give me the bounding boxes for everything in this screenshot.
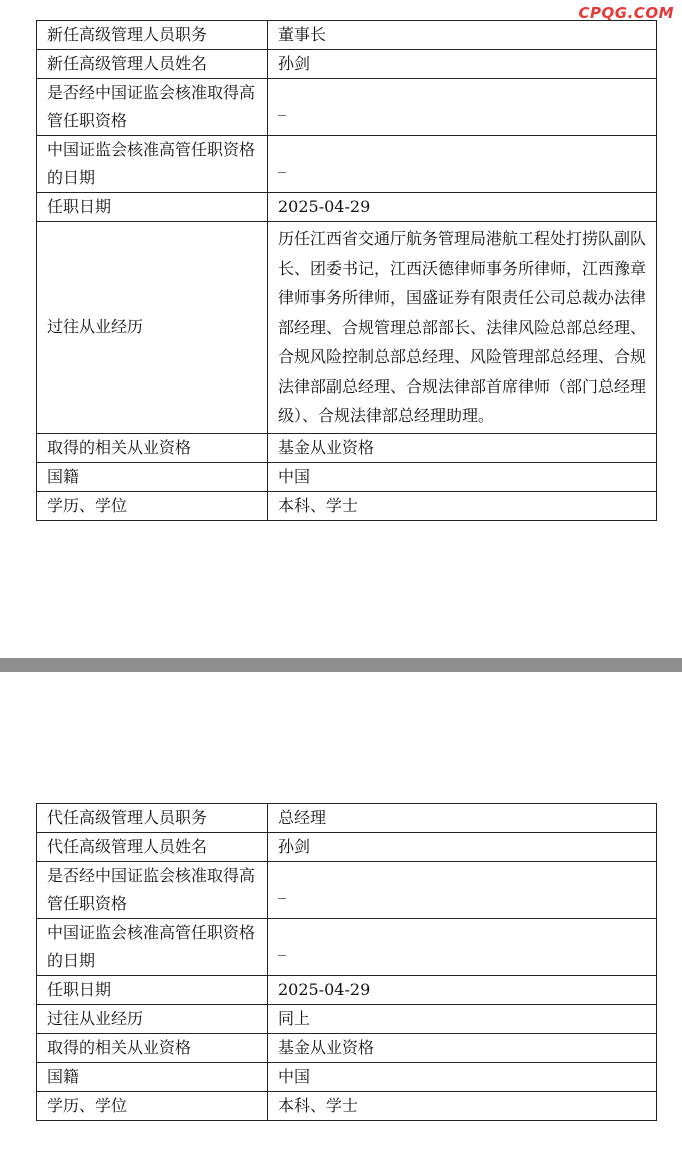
row-value-appointment-date: 2025-04-29 [268, 976, 657, 1005]
page-divider [0, 658, 682, 672]
table-row [37, 21, 657, 50]
row-value-nationality: 中国 [268, 462, 657, 491]
row-label-nationality: 国籍 [37, 1063, 268, 1092]
row-value-position: 董事长 [268, 21, 657, 50]
row-value-education: 本科、学士 [268, 1092, 657, 1121]
table-row [37, 491, 657, 520]
row-value-education: 本科、学士 [268, 491, 657, 520]
row-label-approval-date: 中国证监会核准高管任职资格的日期 [37, 919, 268, 976]
row-value-approval-date: _ [268, 136, 657, 193]
table-row [37, 193, 657, 222]
row-label-qualification-approved: 是否经中国证监会核准取得高管任职资格 [37, 862, 268, 919]
row-label-education: 学历、学位 [37, 1092, 268, 1121]
table-row [37, 1005, 657, 1034]
row-label-name: 新任高级管理人员姓名 [37, 50, 268, 79]
row-value-position: 总经理 [268, 804, 657, 833]
table-row [37, 433, 657, 462]
row-label-education: 学历、学位 [37, 491, 268, 520]
row-label-name: 代任高级管理人员姓名 [37, 833, 268, 862]
table-row [37, 862, 657, 919]
table-row [37, 833, 657, 862]
row-value-work-history: 历任江西省交通厅航务管理局港航工程处打捞队副队长、团委书记，江西沃德律师事务所律师，江西豫章律师事务所律师，国盛证券有限责任公司总裁办法律部经理、合规管理总部部长、法律风险总部总经理、合规风险控制总部总经理、风险管理部总经理、合规法律部副总经理、合规法律部首席律师（部门总经理级）、合规法律部总经理助理。 [268, 222, 657, 434]
row-label-appointment-date: 任职日期 [37, 193, 268, 222]
table-row [37, 1034, 657, 1063]
table-row [37, 1063, 657, 1092]
watermark: CPQG.COM [573, 4, 674, 22]
row-value-certification: 基金从业资格 [268, 433, 657, 462]
table-row [37, 919, 657, 976]
row-value-approval-date: _ [268, 919, 657, 976]
row-value-name: 孙剑 [268, 833, 657, 862]
row-label-position: 代任高级管理人员职务 [37, 804, 268, 833]
row-label-position: 新任高级管理人员职务 [37, 21, 268, 50]
table-row [37, 50, 657, 79]
table-row [37, 462, 657, 491]
row-value-name: 孙剑 [268, 50, 657, 79]
row-label-nationality: 国籍 [37, 462, 268, 491]
table-row [37, 136, 657, 193]
row-label-certification: 取得的相关从业资格 [37, 433, 268, 462]
new-executive-table [36, 20, 657, 521]
row-value-appointment-date: 2025-04-29 [268, 193, 657, 222]
row-label-qualification-approved: 是否经中国证监会核准取得高管任职资格 [37, 79, 268, 136]
row-label-approval-date: 中国证监会核准高管任职资格的日期 [37, 136, 268, 193]
row-value-certification: 基金从业资格 [268, 1034, 657, 1063]
row-value-nationality: 中国 [268, 1063, 657, 1092]
table-row [37, 79, 657, 136]
acting-executive-table [36, 803, 657, 1121]
table-row [37, 222, 657, 434]
table-row [37, 804, 657, 833]
row-value-work-history: 同上 [268, 1005, 657, 1034]
row-label-certification: 取得的相关从业资格 [37, 1034, 268, 1063]
table-row [37, 976, 657, 1005]
row-label-work-history: 过往从业经历 [37, 222, 268, 434]
row-value-qualification-approved: _ [268, 862, 657, 919]
row-value-qualification-approved: _ [268, 79, 657, 136]
row-label-appointment-date: 任职日期 [37, 976, 268, 1005]
row-label-work-history: 过往从业经历 [37, 1005, 268, 1034]
table-row [37, 1092, 657, 1121]
